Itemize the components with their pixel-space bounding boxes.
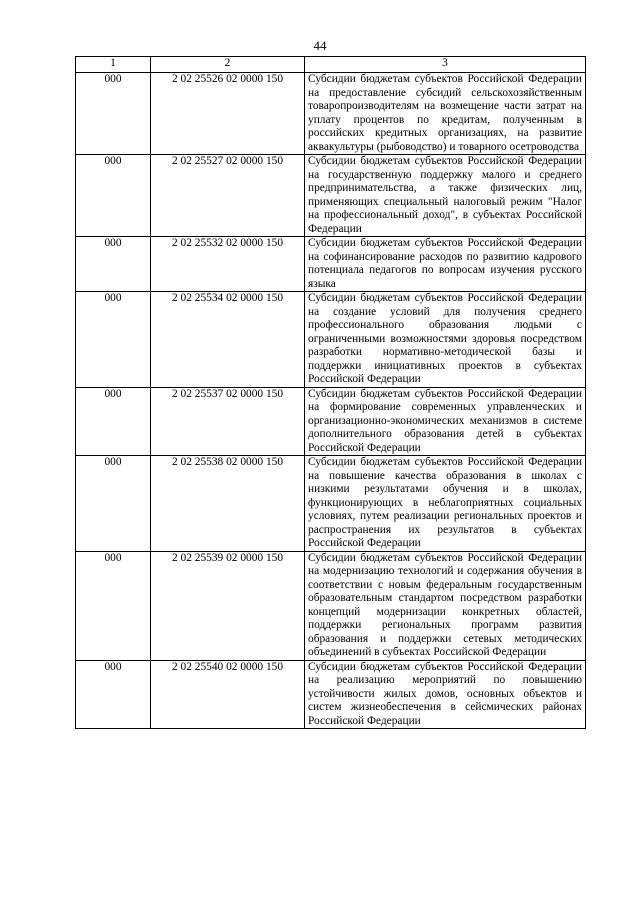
- description-cell: Субсидии бюджетам субъектов Российской Федерации на реализацию мероприятий по повышению устойчивости жилых домов, основных объектов и систем жизнеобеспечения в сейсмических районах Российской Федерации: [305, 660, 586, 729]
- budget-code-cell: 2 02 25537 02 0000 150: [151, 387, 305, 456]
- table-row: [76, 155, 586, 237]
- table-row: [76, 292, 586, 388]
- description-cell: Субсидии бюджетам субъектов Российской Федерации на предоставление субсидий сельскохозяйственным товаропроизводителям на возмещение части затрат на уплату процентов по кредитам, полученным в российских кредитных организациях, на развитие аквакультуры (рыбоводство) и товарного осетроводства: [305, 73, 586, 155]
- table-row: [76, 456, 586, 552]
- description-cell: Субсидии бюджетам субъектов Российской Федерации на формирование современных управленческих и организационно-экономических механизмов в системе дополнительного образования детей в субъектах Российской Федерации: [305, 387, 586, 456]
- table-row: [76, 237, 586, 292]
- admin-code-cell: 000: [76, 73, 151, 155]
- table-row: [76, 551, 586, 660]
- budget-code-cell: 2 02 25539 02 0000 150: [151, 551, 305, 660]
- admin-code-cell: 000: [76, 660, 151, 729]
- budget-codes-table: [75, 56, 586, 729]
- admin-code-cell: 000: [76, 387, 151, 456]
- budget-code-cell: 2 02 25532 02 0000 150: [151, 237, 305, 292]
- table-row: [76, 73, 586, 155]
- table-row: [76, 387, 586, 456]
- admin-code-cell: 000: [76, 292, 151, 388]
- header-col-1: 1: [76, 57, 151, 73]
- description-cell: Субсидии бюджетам субъектов Российской Федерации на софинансирование расходов по развитию кадрового потенциала педагогов по вопросам изучения русского языка: [305, 237, 586, 292]
- budget-code-cell: 2 02 25527 02 0000 150: [151, 155, 305, 237]
- admin-code-cell: 000: [76, 155, 151, 237]
- admin-code-cell: 000: [76, 551, 151, 660]
- page-number: 44: [313, 38, 327, 53]
- admin-code-cell: 000: [76, 456, 151, 552]
- description-cell: Субсидии бюджетам субъектов Российской Федерации на государственную поддержку малого и среднего предпринимательства, а также физических лиц, применяющих специальный налоговый режим "Налог на профессиональный доход", в субъектах Российской Федерации: [305, 155, 586, 237]
- description-cell: Субсидии бюджетам субъектов Российской Федерации на создание условий для получения среднего профессионального образования людьми с ограниченными возможностями здоровья посредством разработки нормативно-методической базы и поддержки инициативных проектов в субъектах Российской Федерации: [305, 292, 586, 388]
- admin-code-cell: 000: [76, 237, 151, 292]
- budget-code-cell: 2 02 25534 02 0000 150: [151, 292, 305, 388]
- description-cell: Субсидии бюджетам субъектов Российской Федерации на повышение качества образования в школах с низкими результатами обучения и в школах, функционирующих в неблагоприятных социальных условиях, путем реализации региональных проектов и распространения их результатов в субъектах Российской Федерации: [305, 456, 586, 552]
- table-header-row: [76, 57, 586, 73]
- header-col-2: 2: [151, 57, 305, 73]
- budget-code-cell: 2 02 25526 02 0000 150: [151, 73, 305, 155]
- description-cell: Субсидии бюджетам субъектов Российской Федерации на модернизацию технологий и содержания обучения в соответствии с новым федеральным государственным образовательным стандартом посредством разработки концепций модернизации конкретных областей, поддержки региональных программ развития образования и поддержки сетевых методических объединений в субъектах Российской Федерации: [305, 551, 586, 660]
- budget-code-cell: 2 02 25540 02 0000 150: [151, 660, 305, 729]
- table-row: [76, 660, 586, 729]
- header-col-3: 3: [305, 57, 586, 73]
- budget-code-cell: 2 02 25538 02 0000 150: [151, 456, 305, 552]
